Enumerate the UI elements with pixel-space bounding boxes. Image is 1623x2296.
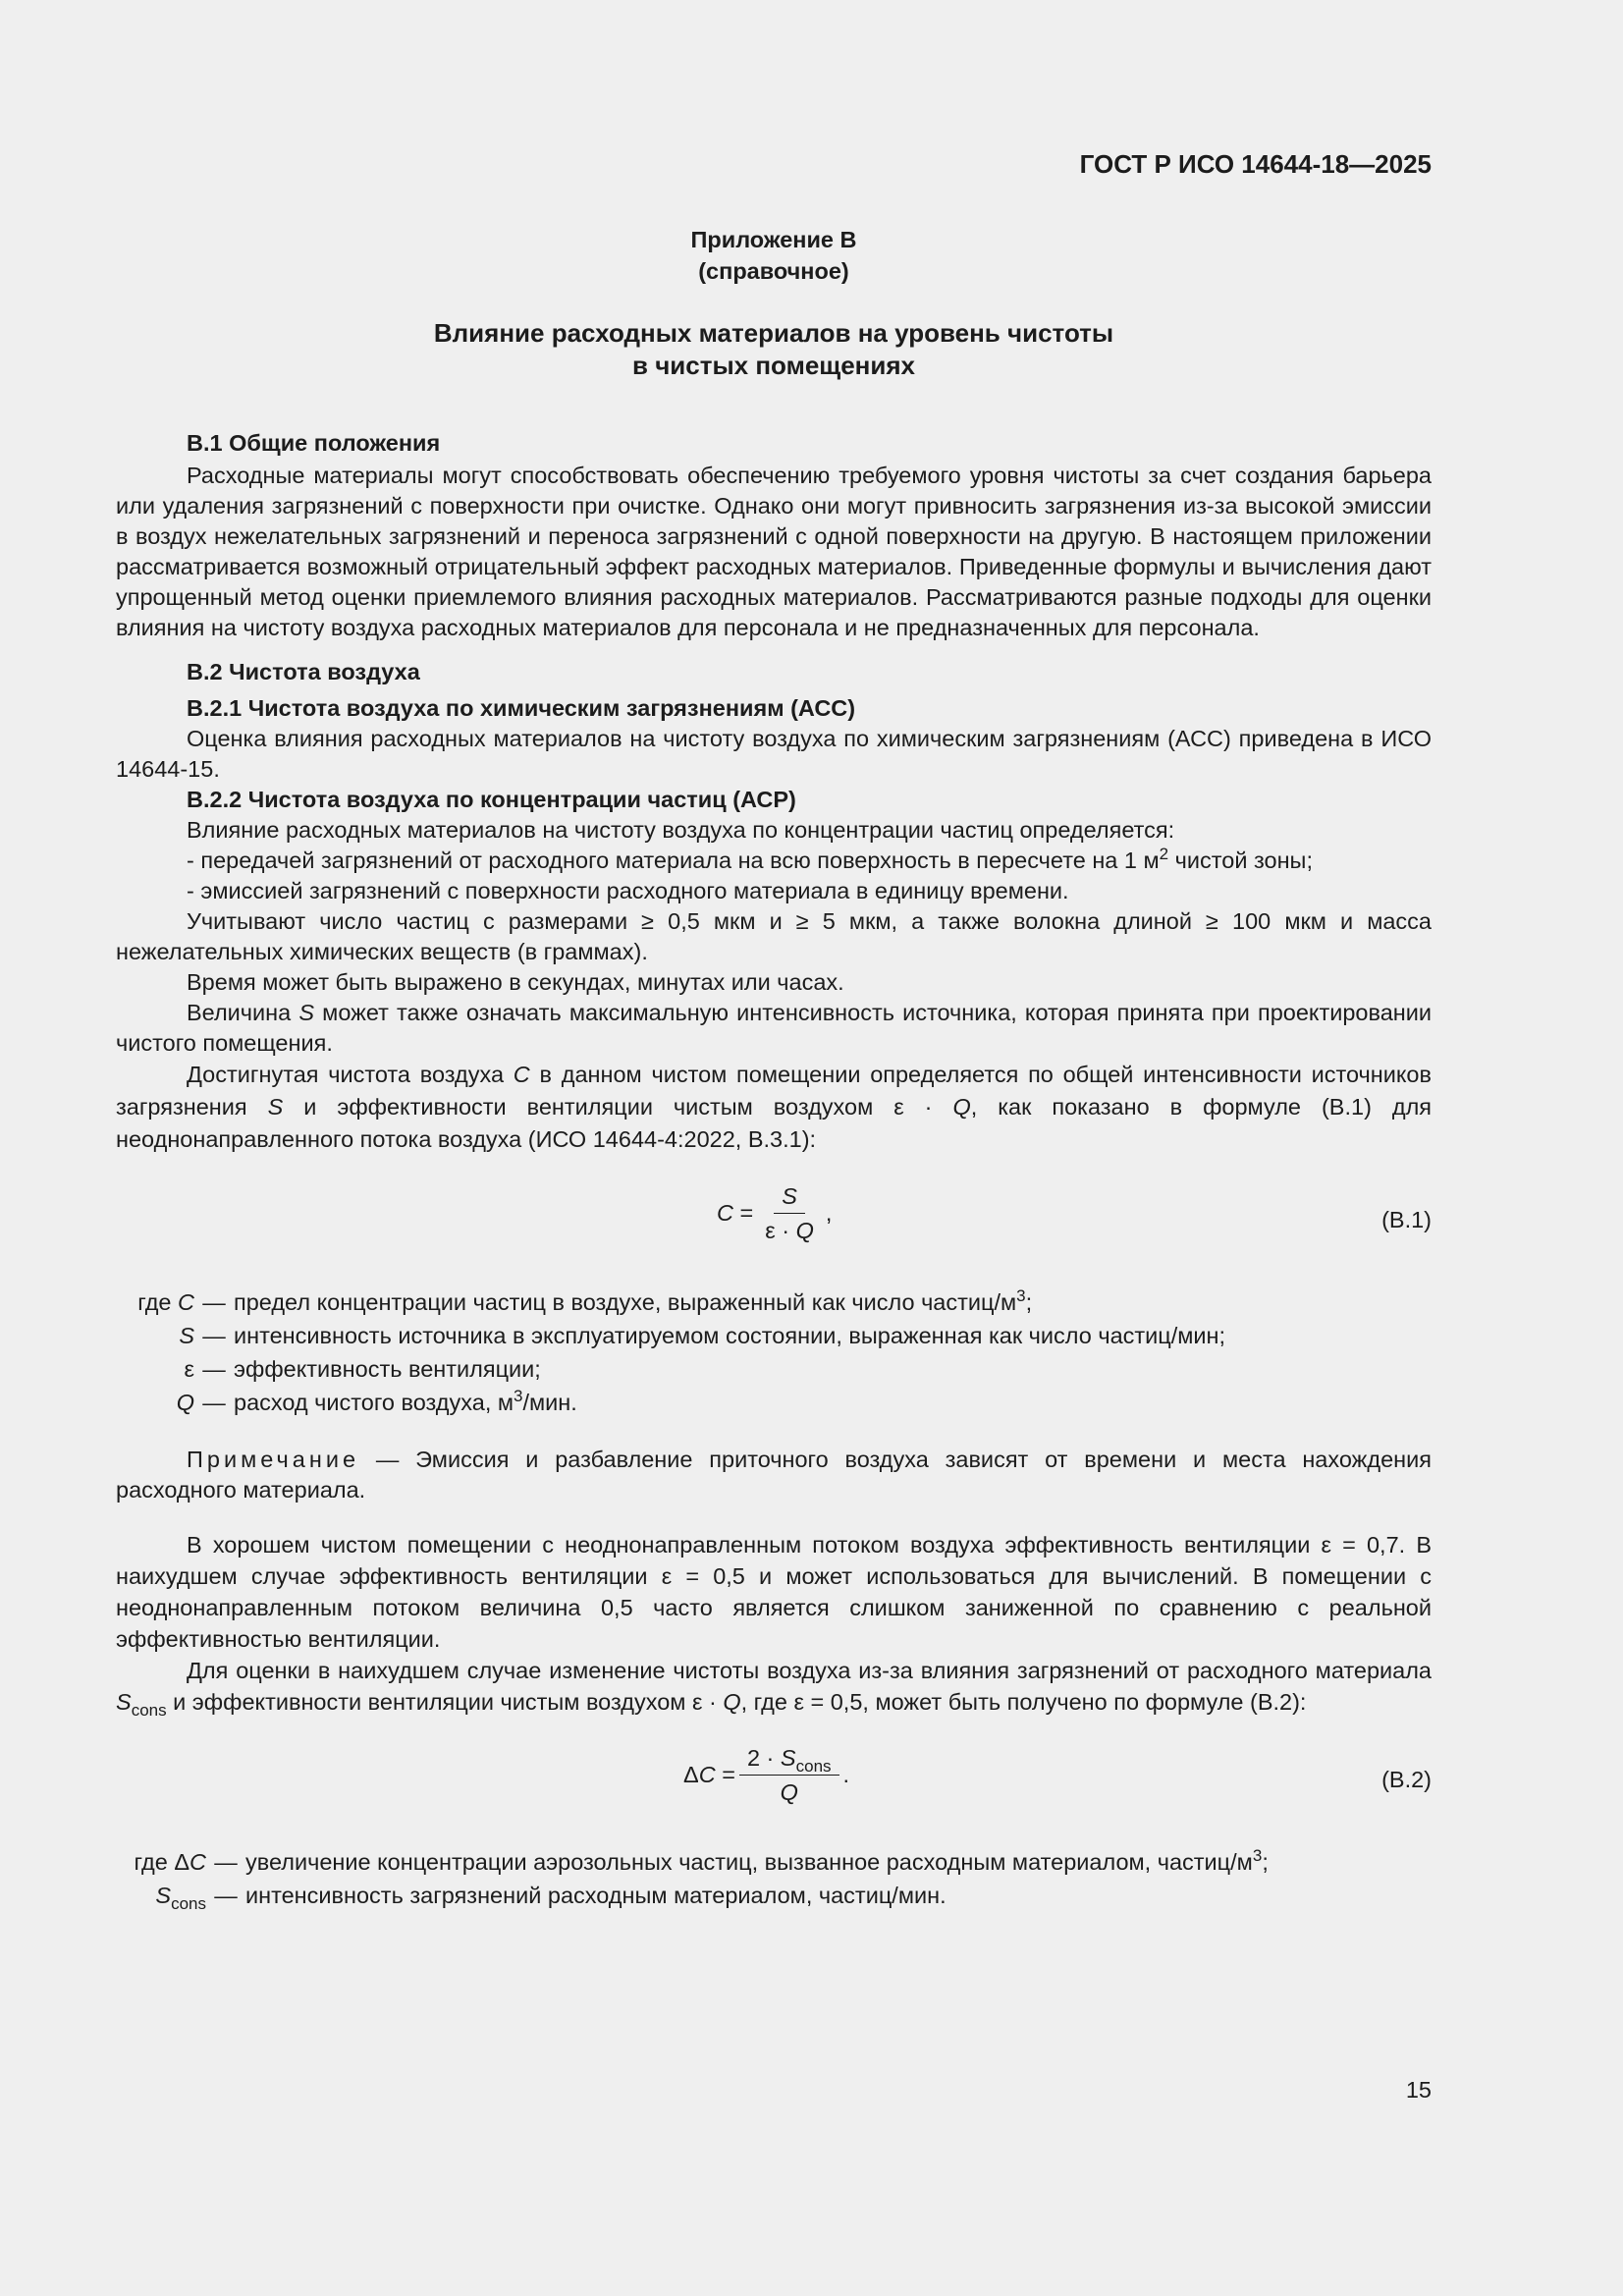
section-heading-b22: В.2.2 Чистота воздуха по концентрации частиц (АСР) <box>187 787 796 812</box>
paragraph-acc: Оценка влияния расходных материалов на чистоту воздуха по химическим загрязнениям (АСС) приведена в ИСО 14644-15. <box>116 726 1432 782</box>
legend-row: ε — эффективность вентиляции; <box>184 1356 541 1382</box>
paragraph-particle-count: Учитывают число частиц с размерами ≥ 0,5 мкм и ≥ 5 мкм, а также волокна длиной ≥ 100 мкм и масса нежелательных химических веществ (в граммах). <box>116 908 1432 964</box>
paragraph-s-value: Величина S может также означать максимальную интенсивность источника, которая принята при проектировании чистого помещения. <box>116 1000 1432 1056</box>
formula-b1: C = $\frac{S}{\varepsilon \cdot Q}$ , (В.1) <box>717 1183 1432 1243</box>
legend-row: Q — расход чистого воздуха, $м^3$/мин. <box>176 1387 577 1415</box>
annex-title-line-1: Влияние расходных материалов на уровень чистоты <box>433 318 1114 348</box>
paragraph-c-value: Достигнутая чистота воздуха C в данном чистом помещении определяется по общей интенсивности источников загрязнения S и эффективности вентиляции чистым воздухом ε · Q, как показано в формуле (В.1) для неоднонаправленного потока воздуха (ИСО 14644-4:2022, В.3.1): <box>116 1062 1433 1152</box>
formula-fraction: $\frac{2 \cdot S_{cons}}{Q}$ <box>739 1743 839 1807</box>
legend-row: где C — предел концентрации частиц в воздухе, выраженный как число частиц/$м^3$; <box>137 1286 1033 1315</box>
annex-label: Приложение В <box>690 227 857 252</box>
formula-fraction: $\frac{S}{\varepsilon \cdot Q}$ <box>765 1183 814 1243</box>
paragraph-efficiency: В хорошем чистом помещении с неоднонаправленным потоком воздуха эффективность вентиляции ε = 0,7. В наихудшем случае эффективность вентиляции ε = 0,5 и может использоваться для вычислений. В помещении с неоднонаправленным потоком величина 0,5 часто является слишком заниженной по сравнению с реальной эффективностью вентиляции. <box>116 1532 1432 1652</box>
annex-title <box>116 317 1432 382</box>
formula-number: (В.2) <box>1381 1767 1432 1792</box>
section-heading-b2: В.2 Чистота воздуха <box>187 659 420 684</box>
formula-b2: ΔC = $\frac{2 \cdot S_{cons}}{Q}$ . (В.2) <box>683 1745 1432 1805</box>
list-item-transfer: - передачей загрязнений от расходного материала на всю поверхность в пересчете на 1 $м^2$ чистой зоны; <box>187 845 1313 873</box>
legend-row: S — интенсивность источника в эксплуатируемом состоянии, выраженная как число частиц/мин; <box>179 1323 1226 1348</box>
legend-b1 <box>116 1285 1432 1419</box>
paragraph-general: Расходные материалы могут способствовать обеспечению требуемого уровня чистоты за счет создания барьера или удаления загрязнений с поверхности при очистке. Однако они могут привносить загрязнения из-за высокой эмиссии в воздух нежелательных загрязнений и переноса загрязнений с одной поверхности на другую. В настоящем приложении рассматривается возможный отрицательный эффект расходных материалов. Приведенные формулы и вычисления дают упрощенный метод оценки приемлемого влияния расходных материалов. Рассматриваются разные подходы для оценки влияния на чистоту воздуха расходных материалов для персонала и не предназначенных для персонала. <box>116 463 1432 640</box>
note-label: Примечание <box>187 1447 360 1472</box>
formula-number: (В.1) <box>1381 1207 1432 1232</box>
legend-b2 <box>116 1845 1432 1912</box>
page-number: 15 <box>1405 2077 1432 2103</box>
paragraph-worst-case: Для оценки в наихудшем случае изменение чистоты воздуха из-за влияния загрязнений от расходного материала $S_{cons}$ и эффективности вентиляции чистым воздухом ε · Q, где ε = 0,5, может быть получено по формуле (В.2): <box>116 1658 1432 1720</box>
document-body <box>116 428 1432 1912</box>
annex-title-line-2: в чистых помещениях <box>631 351 916 380</box>
document-id: ГОСТ Р ИСО 14644-18—2025 <box>1079 149 1432 179</box>
paragraph-time: Время может быть выражено в секундах, минутах или часах. <box>187 969 844 995</box>
section-heading-b21: В.2.1 Чистота воздуха по химическим загрязнениям (АСС) <box>187 695 856 721</box>
section-heading-b1: В.1 Общие положения <box>187 430 441 456</box>
list-item-emission: - эмиссией загрязнений с поверхности расходного материала в единицу времени. <box>187 878 1069 903</box>
annex-kind: (справочное) <box>698 258 849 284</box>
formula-lhs: C = <box>717 1200 754 1226</box>
paragraph-acp-intro: Влияние расходных материалов на чистоту воздуха по концентрации частиц определяется: <box>187 817 1175 843</box>
legend-row: $S_{cons}$ — интенсивность загрязнений расходным материалом, частиц/мин. <box>155 1883 947 1913</box>
note: Примечание — Эмиссия и разбавление приточного воздуха зависят от времени и места нахождения расходного материала. <box>116 1447 1432 1503</box>
annex-heading <box>116 224 1432 287</box>
legend-row: где ΔC — увеличение концентрации аэрозольных частиц, вызванное расходным материалом, частиц/$м^3$; <box>134 1846 1269 1875</box>
formula-lhs: ΔC = <box>683 1762 735 1787</box>
